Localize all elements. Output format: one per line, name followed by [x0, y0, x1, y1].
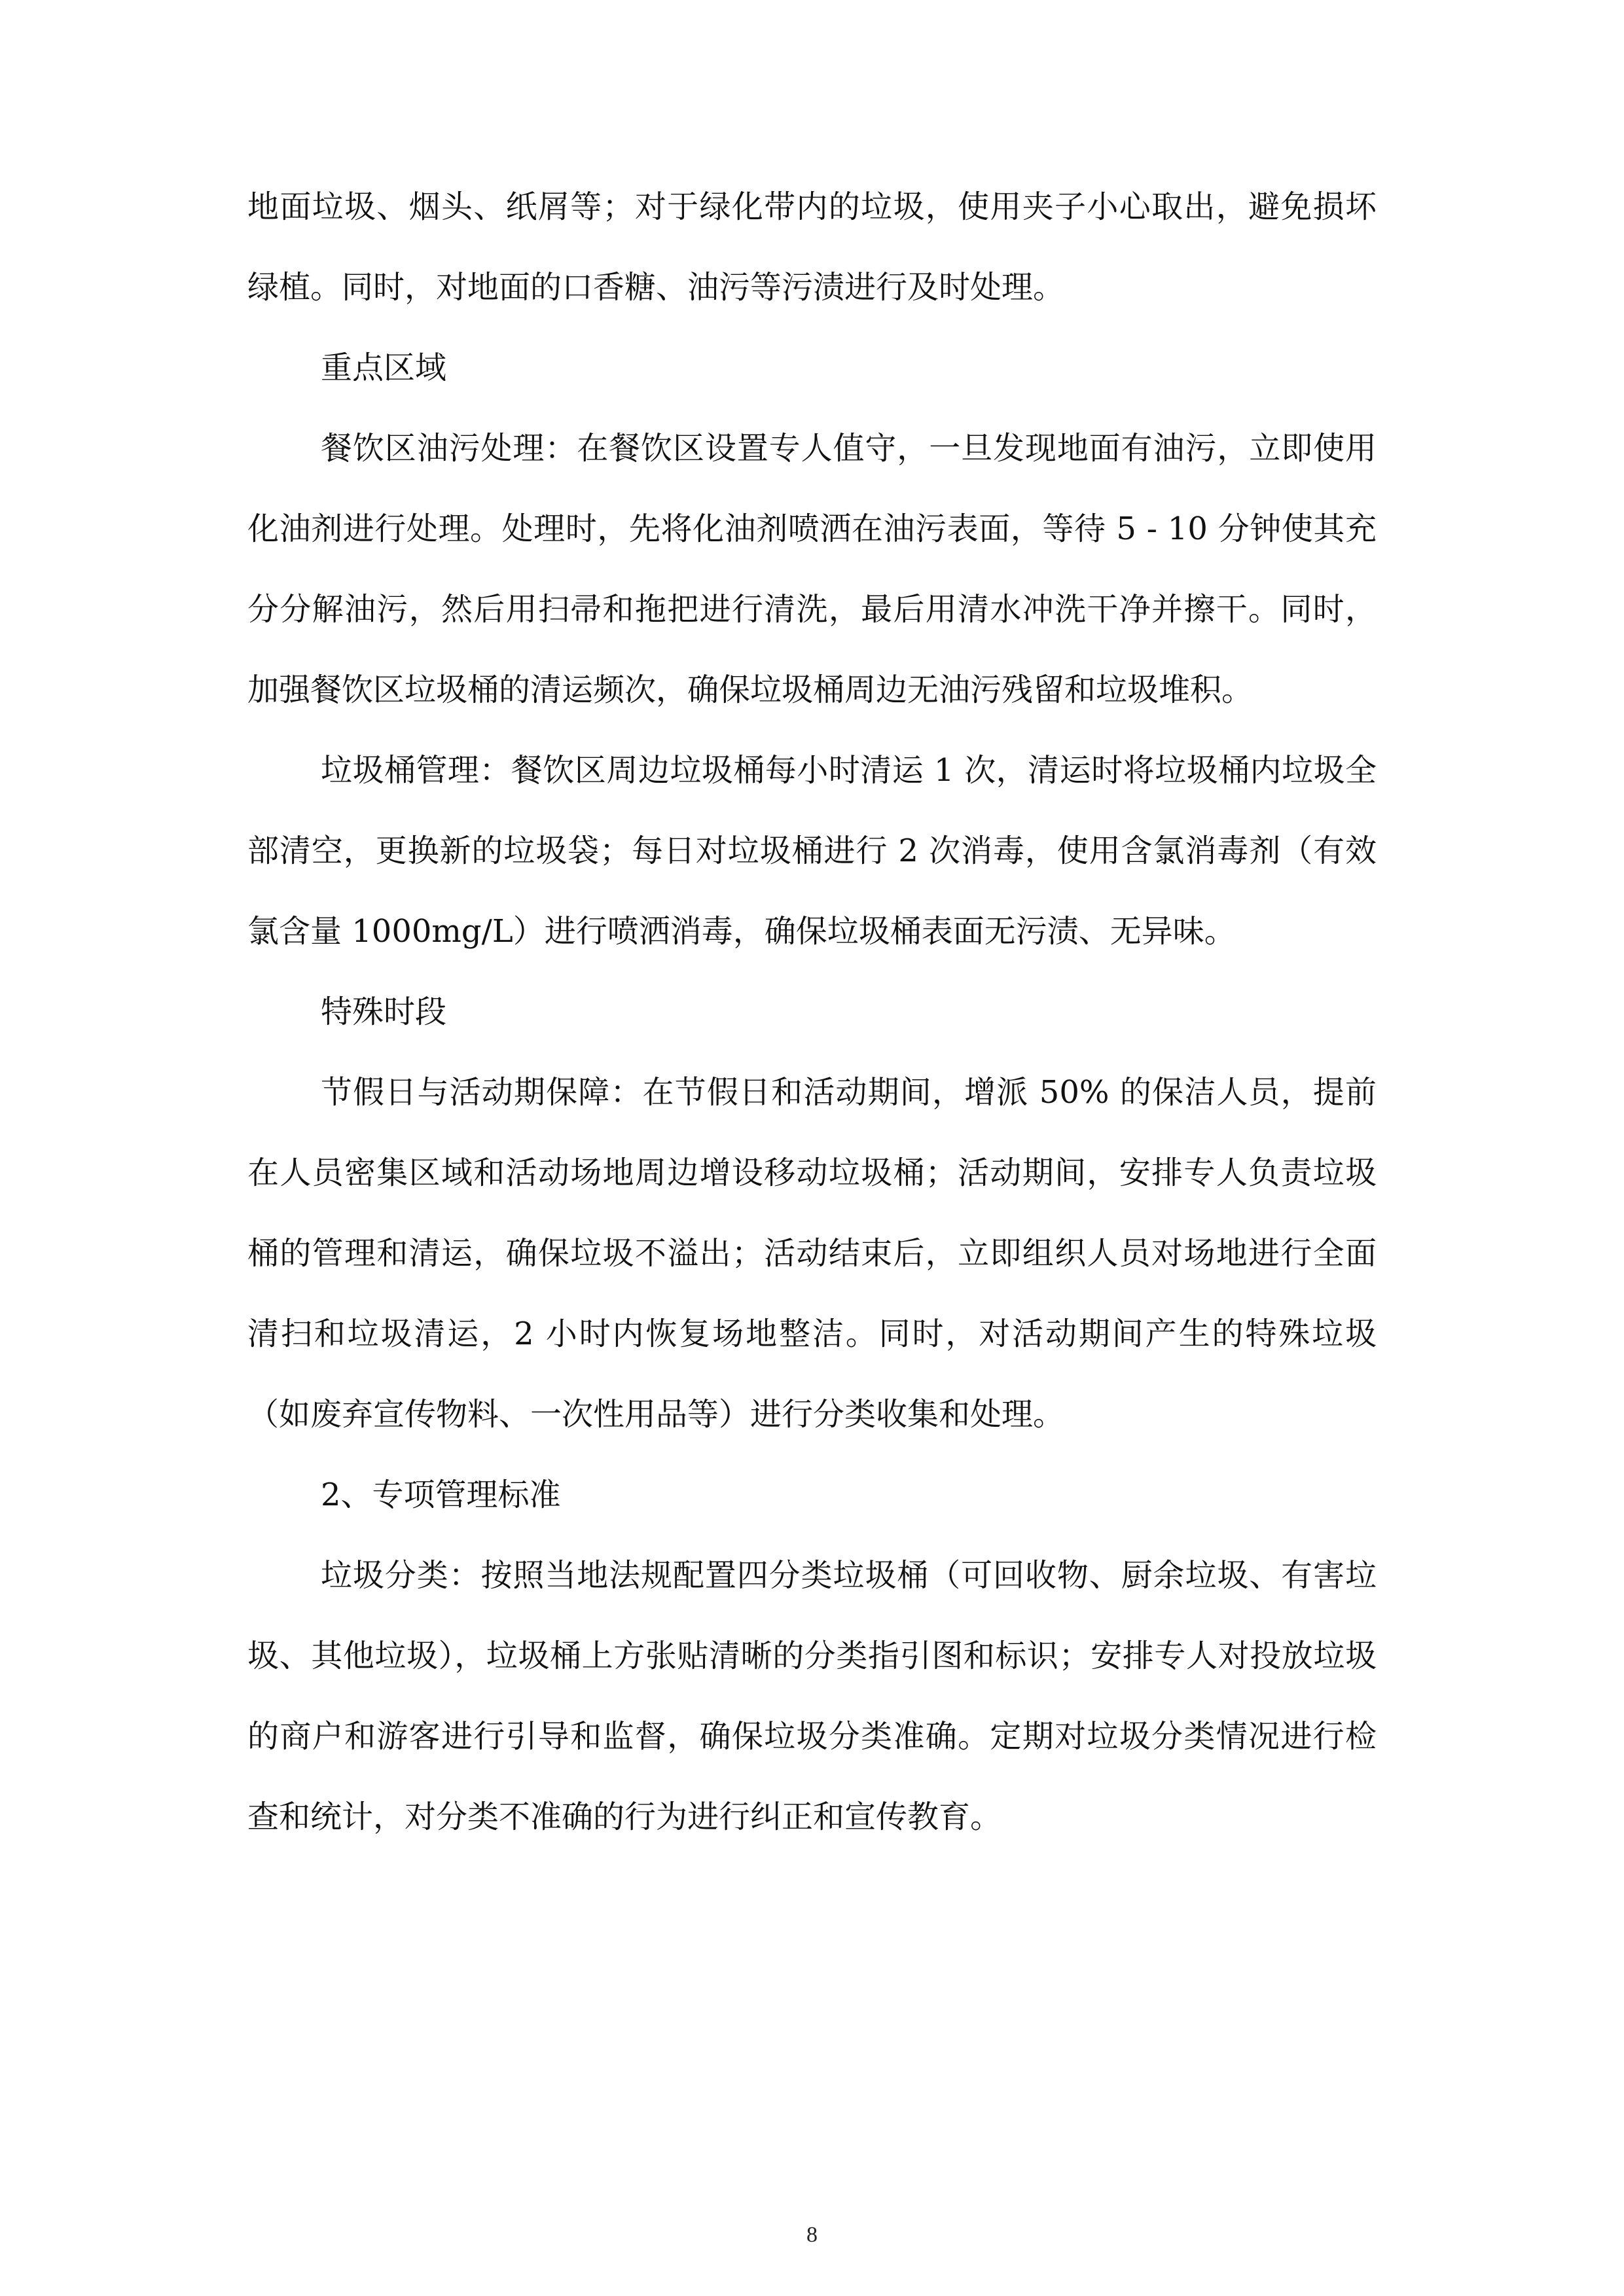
paragraph-ground-cleaning: 地面垃圾、烟头、纸屑等；对于绿化带内的垃圾，使用夹子小心取出，避免损坏绿植。同时，对地面的口香糖、油污等污渍进行及时处理。 — [247, 188, 1377, 306]
document-body — [247, 167, 1377, 1857]
paragraph-holiday-event-support: 节假日与活动期保障：在节假日和活动期间，增派 50% 的保洁人员，提前在人员密集区域和活动场地周边增设移动垃圾桶；活动期间，安排专人负责垃圾桶的管理和清运，确保垃圾不溢出；活动结束后，立即组织人员对场地进行全面清扫和垃圾清运，2 小时内恢复场地整洁。同时，对活动期间产生的特殊垃圾（如废弃宣传物料、一次性用品等）进行分类收集和处理。 — [247, 1074, 1377, 1433]
paragraph-trash-bin-management: 垃圾桶管理：餐饮区周边垃圾桶每小时清运 1 次，清运时将垃圾桶内垃圾全部清空，更换新的垃圾袋；每日对垃圾桶进行 2 次消毒，使用含氯消毒剂（有效氯含量 1000mg/L）进行喷洒消毒，确保垃圾桶表面无污渍、无异味。 — [247, 752, 1377, 950]
page-number: 8 — [806, 2223, 818, 2247]
paragraph-waste-sorting: 垃圾分类：按照当地法规配置四分类垃圾桶（可回收物、厨余垃圾、有害垃圾、其他垃圾），垃圾桶上方张贴清晰的分类指引图和标识；安排专人对投放垃圾的商户和游客进行引导和监督，确保垃圾分类准确。定期对垃圾分类情况进行检查和统计，对分类不准确的行为进行纠正和宣传教育。 — [247, 1557, 1377, 1835]
paragraph-dining-oil-treatment: 餐饮区油污处理：在餐饮区设置专人值守，一旦发现地面有油污，立即使用化油剂进行处理。处理时，先将化油剂喷洒在油污表面，等待 5 - 10 分钟使其充分分解油污，然后用扫帚和拖把进行清洗，最后用清水冲洗干净并擦干。同时，加强餐饮区垃圾桶的清运频次，确保垃圾桶周边无油污残留和垃圾堆积。 — [247, 430, 1377, 708]
section-heading-special-standards: 2、专项管理标准 — [321, 1477, 561, 1513]
section-heading-special-periods: 特殊时段 — [321, 994, 447, 1030]
section-heading-key-areas: 重点区域 — [321, 350, 447, 386]
